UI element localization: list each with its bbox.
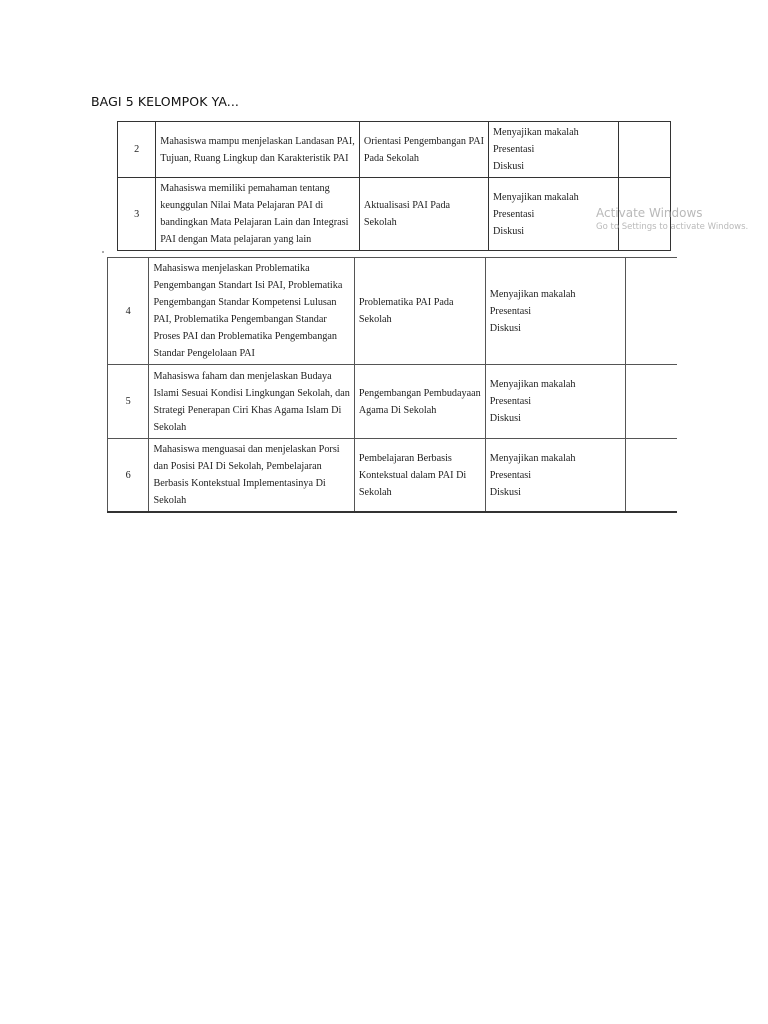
- empty-cell: [625, 365, 677, 439]
- metode-cell-line: Menyajikan makalah: [493, 127, 579, 138]
- page-heading: BAGI 5 KELOMPOK YA...: [91, 94, 239, 109]
- row-number-cell: 3: [118, 178, 156, 251]
- capaian-cell-line: bandingkan Mata Pelajaran Lain dan Integrasi: [160, 217, 349, 228]
- metode-cell: [485, 258, 625, 365]
- metode-cell-line: Diskusi: [493, 225, 525, 237]
- schedule-table-top: [117, 121, 671, 251]
- schedule-table-bottom: [107, 257, 677, 513]
- capaian-cell-line: Sekolah: [153, 421, 187, 433]
- metode-cell: [485, 365, 625, 439]
- capaian-cell-line: Mahasiswa faham dan menjelaskan Budaya: [153, 370, 332, 382]
- row-number-cell: 6: [108, 439, 149, 513]
- stray-dot: [102, 251, 104, 253]
- capaian-cell: [149, 439, 354, 513]
- capaian-cell-line: Strategi Penerapan Ciri Khas Agama Islam Di: [153, 404, 342, 416]
- metode-cell-line: Diskusi: [489, 322, 521, 334]
- metode-cell-line: Menyajikan makalah: [493, 191, 579, 203]
- materi-cell-line: Orientasi Pengembangan PAI: [363, 135, 484, 147]
- capaian-cell-line: keunggulan Nilai Mata Pelajaran PAI di: [160, 200, 324, 211]
- metode-cell-line: Menyajikan makalah: [489, 452, 576, 464]
- metode-cell-line: Diskusi: [493, 161, 525, 172]
- metode-cell-line: Presentasi: [489, 396, 532, 407]
- table-row: [108, 365, 678, 439]
- row-number-cell: 5: [108, 365, 149, 439]
- capaian-cell-line: Mahasiswa mampu menjelaskan Landasan PAI,: [160, 135, 355, 147]
- materi-cell-line: Sekolah: [358, 486, 392, 498]
- watermark-subtitle: Go to Settings to activate Windows.: [596, 222, 749, 232]
- empty-cell: [618, 122, 670, 178]
- metode-cell: [485, 439, 625, 513]
- metode-cell-line: Presentasi: [489, 305, 532, 317]
- row-number-cell: 4: [108, 258, 149, 365]
- row-number-cell: 2: [118, 122, 156, 178]
- capaian-cell-line: Proses PAI dan Problematika Pengembangan: [153, 331, 337, 342]
- materi-cell-line: Sekolah: [358, 314, 392, 325]
- materi-cell-line: Pengembangan Pembudayaan: [358, 387, 481, 399]
- capaian-cell-line: PAI, Problematika Pengembangan Standar: [153, 314, 327, 325]
- capaian-cell-line: PAI dengan Mata pelajaran yang lain: [160, 234, 312, 245]
- metode-cell-line: Presentasi: [493, 208, 535, 220]
- metode-cell: [489, 122, 619, 178]
- watermark-title: Activate Windows: [596, 206, 703, 220]
- metode-cell-line: Menyajikan makalah: [489, 379, 576, 390]
- metode-cell-line: Menyajikan makalah: [489, 288, 576, 300]
- capaian-cell: [149, 365, 354, 439]
- capaian-cell-line: Standar Pengelolaan PAI: [153, 348, 255, 359]
- table-row: [118, 178, 671, 251]
- materi-cell-line: Agama Di Sekolah: [358, 404, 437, 416]
- capaian-cell-line: Berbasis Kontekstual Implementasinya Di: [153, 478, 326, 489]
- capaian-cell-line: Islami Sesuai Kondisi Lingkungan Sekolah, dan: [153, 387, 350, 399]
- table-row: [118, 122, 671, 178]
- capaian-cell-line: Pengembangan Standart Isi PAI, Problematika: [153, 280, 343, 291]
- capaian-cell: [149, 258, 354, 365]
- empty-cell: [625, 439, 677, 513]
- capaian-cell-line: Tujuan, Ruang Lingkup dan Karakteristik PAI: [160, 152, 349, 164]
- materi-cell-line: Problematika PAI Pada: [358, 297, 454, 308]
- table-row: [108, 439, 678, 513]
- capaian-cell-line: Mahasiswa memiliki pemahaman tentang: [160, 183, 330, 194]
- materi-cell: [354, 365, 485, 439]
- metode-cell-line: Presentasi: [493, 144, 535, 155]
- materi-cell: [354, 439, 485, 513]
- capaian-cell: [156, 122, 360, 178]
- capaian-cell-line: Mahasiswa menguasai dan menjelaskan Porsi: [153, 444, 340, 455]
- materi-cell-line: Pada Sekolah: [363, 152, 420, 164]
- materi-cell-line: Pembelajaran Berbasis: [358, 452, 452, 464]
- capaian-cell-line: dan Posisi PAI Di Sekolah, Pembelajaran: [153, 461, 322, 472]
- metode-cell-line: Diskusi: [489, 486, 521, 498]
- materi-cell-line: Aktualisasi PAI Pada: [363, 200, 451, 211]
- capaian-cell-line: Pengembangan Standar Kompetensi Lulusan: [153, 297, 337, 308]
- table-row: [108, 258, 678, 365]
- empty-cell: [625, 258, 677, 365]
- metode-cell-line: Presentasi: [489, 469, 532, 481]
- capaian-cell: [156, 178, 360, 251]
- capaian-cell-line: Mahasiswa menjelaskan Problematika: [153, 263, 310, 274]
- materi-cell: [359, 178, 488, 251]
- materi-cell: [354, 258, 485, 365]
- materi-cell-line: Sekolah: [363, 217, 397, 228]
- materi-cell: [359, 122, 488, 178]
- materi-cell-line: Kontekstual dalam PAI Di: [358, 469, 467, 481]
- capaian-cell-line: Sekolah: [153, 495, 187, 506]
- metode-cell-line: Diskusi: [489, 413, 521, 424]
